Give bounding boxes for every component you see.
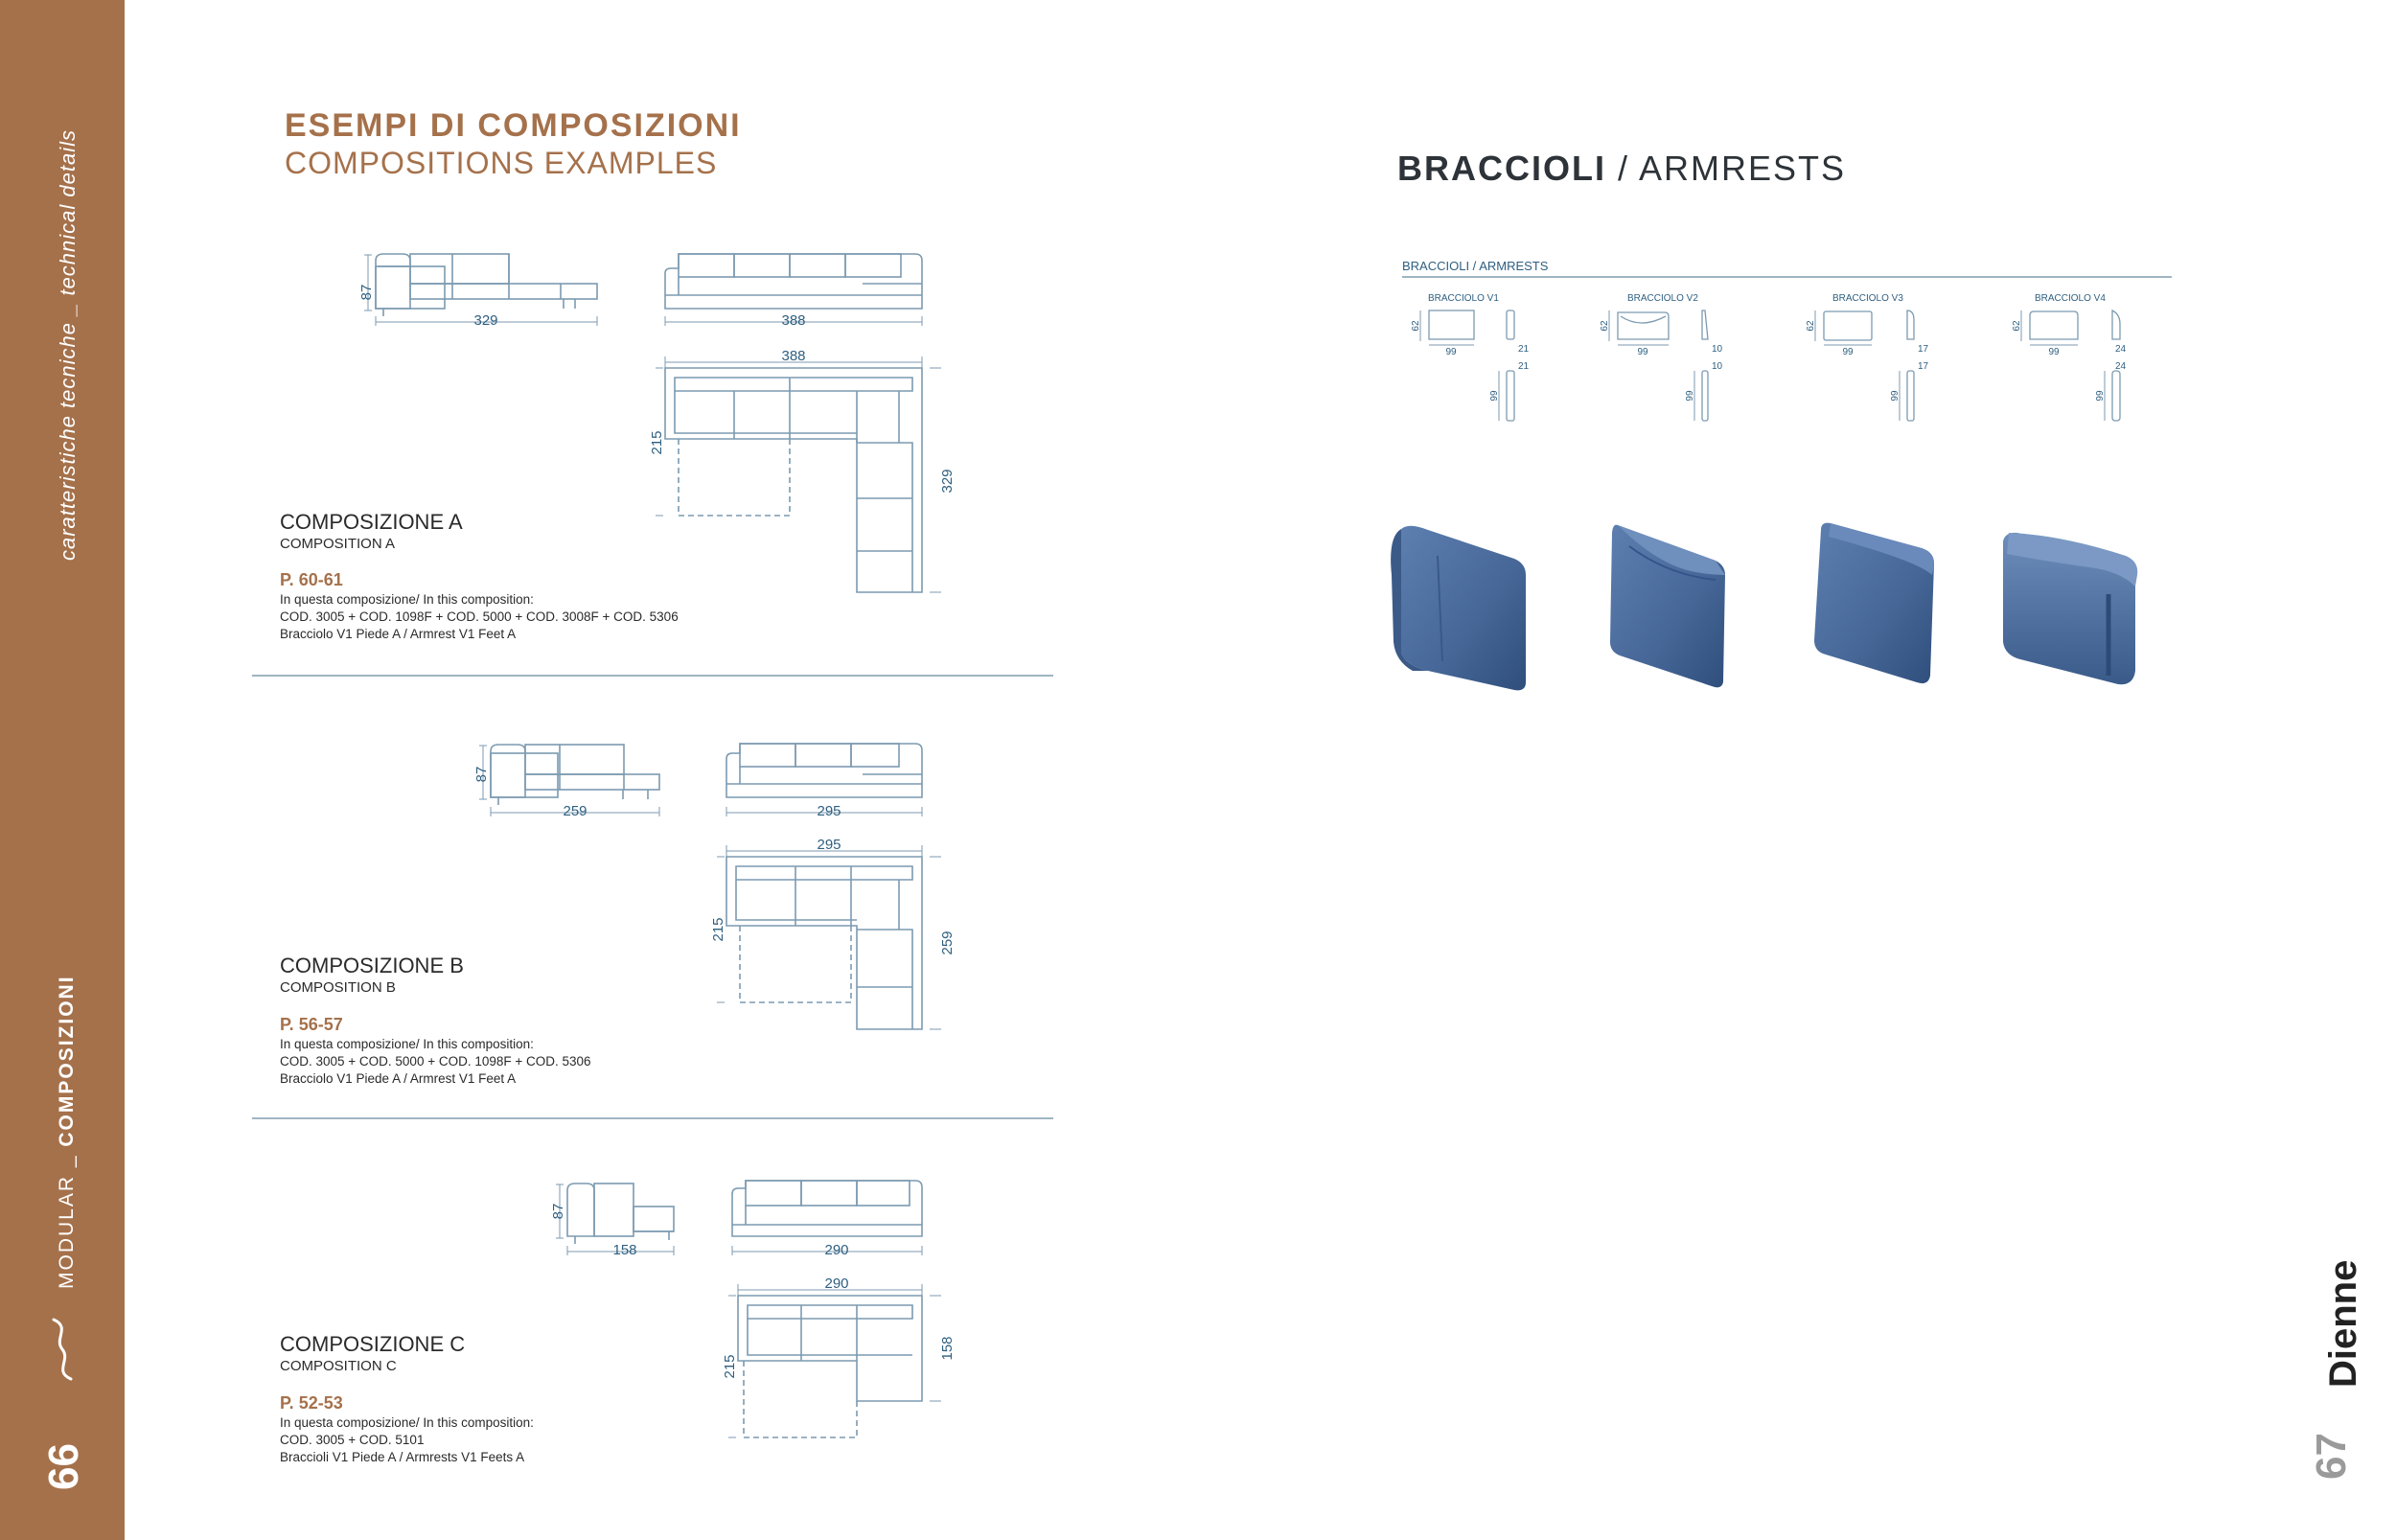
dim-a-height: 87: [358, 284, 375, 301]
composition-b-title: COMPOSIZIONE B: [280, 954, 464, 977]
dim-b-plan-depth: 215: [710, 917, 726, 942]
dim-a-plan-depth: 215: [649, 430, 665, 455]
armrest-v2-height: 62: [1600, 320, 1610, 332]
dim-b-height: 87: [473, 766, 490, 783]
composition-a-intro: In questa composizione/ In this composition:: [280, 592, 534, 607]
armrest-v1-height: 62: [1411, 320, 1421, 332]
composition-c-codes: COD. 3005 + COD. 5101: [280, 1433, 425, 1447]
armrest-v3-name: BRACCIOLO V3: [1832, 293, 1903, 304]
composition-b-subtitle: COMPOSITION B: [280, 979, 396, 996]
composition-a-title: COMPOSIZIONE A: [280, 510, 463, 534]
armrest-v4-thickness: 24: [2115, 344, 2127, 355]
armrest-v4-height: 62: [2012, 320, 2022, 332]
dim-c-side-depth: 158: [612, 1242, 637, 1258]
composition-b-pages: P. 56-57: [280, 1015, 343, 1034]
dim-c-front-width: 290: [824, 1242, 849, 1258]
composition-a-pages: P. 60-61: [280, 570, 343, 589]
armrest-v2-name: BRACCIOLO V2: [1627, 293, 1698, 304]
heading-english: COMPOSITIONS EXAMPLES: [285, 146, 718, 180]
dim-a-plan-side: 329: [939, 469, 956, 494]
armrest-v2-thickness: 10: [1712, 344, 1723, 355]
page-number-right: 67: [2308, 1433, 2355, 1480]
armrest-v4-plan-length: 99: [2095, 390, 2106, 402]
armrest-v1-name: BRACCIOLO V1: [1428, 293, 1499, 304]
armrest-v3-thickness: 17: [1918, 344, 1929, 355]
armrest-v3-height: 62: [1806, 320, 1816, 332]
armrest-v4-thickness-plan: 24: [2115, 361, 2127, 372]
dim-a-plan-width: 388: [781, 348, 806, 364]
armrests-title-bold: BRACCIOLI: [1397, 149, 1606, 188]
composition-c-armrest: Braccioli V1 Piede A / Armrests V1 Feets A: [280, 1450, 525, 1464]
armrests-table-label: BRACCIOLI / ARMRESTS: [1402, 259, 1549, 273]
armrest-v4-length: 99: [2048, 347, 2060, 357]
dim-b-plan-side: 259: [939, 931, 956, 955]
composition-a-codes: COD. 3005 + COD. 1098F + COD. 5000 + COD. 3008F + COD. 5306: [280, 609, 679, 624]
armrests-title-rest: / ARMRESTS: [1606, 149, 1847, 188]
dim-c-height: 87: [550, 1203, 566, 1220]
composition-a-subtitle: COMPOSITION A: [280, 536, 396, 552]
composition-c-pages: P. 52-53: [280, 1393, 343, 1413]
armrest-v3-thickness-plan: 17: [1918, 361, 1929, 372]
dim-a-side-depth: 329: [473, 312, 498, 329]
armrest-v2-length: 99: [1637, 347, 1648, 357]
sidebar-subtitle: caratteristiche tecniche _ technical details: [56, 129, 80, 561]
dim-a-front-width: 388: [781, 312, 806, 329]
dim-b-front-width: 295: [817, 803, 841, 819]
composition-b-codes: COD. 3005 + COD. 5000 + COD. 1098F + COD. 5306: [280, 1054, 591, 1069]
armrest-v2-plan-length: 99: [1685, 390, 1695, 402]
composition-b-intro: In questa composizione/ In this composition:: [280, 1037, 534, 1051]
armrest-v4-name: BRACCIOLO V4: [2035, 293, 2106, 304]
sidebar-section-bold: COMPOSIZIONI: [56, 975, 78, 1147]
armrest-v1-thickness-plan: 21: [1518, 361, 1530, 372]
armrest-v3-length: 99: [1842, 347, 1854, 357]
composition-b-armrest: Bracciolo V1 Piede A / Armrest V1 Feet A: [280, 1071, 517, 1086]
page-number-left: 66: [40, 1443, 87, 1490]
dim-b-plan-width: 295: [817, 837, 841, 853]
dim-c-plan-depth: 215: [722, 1354, 738, 1379]
armrest-v4-photo: [2003, 533, 2137, 684]
brand-logo: Dienne: [2322, 1259, 2364, 1388]
armrest-v3-plan-length: 99: [1890, 390, 1901, 402]
armrest-v3-photo: [1814, 523, 1934, 683]
composition-a-armrest: Bracciolo V1 Piede A / Armrest V1 Feet A: [280, 627, 517, 641]
armrest-v2-thickness-plan: 10: [1712, 361, 1723, 372]
dim-c-plan-width: 290: [824, 1276, 849, 1292]
heading-italian: ESEMPI DI COMPOSIZIONI: [285, 107, 742, 144]
armrest-v1-length: 99: [1445, 347, 1457, 357]
armrest-v1-thickness: 21: [1518, 344, 1530, 355]
composition-c-intro: In questa composizione/ In this composition:: [280, 1415, 534, 1430]
sidebar-section-prefix: MODULAR _: [56, 1146, 78, 1289]
dim-c-plan-side: 158: [939, 1336, 956, 1361]
dim-b-side-depth: 259: [563, 803, 587, 819]
composition-c-subtitle: COMPOSITION C: [280, 1358, 397, 1374]
armrest-v2-photo: [1610, 525, 1725, 688]
armrest-v1-photo: [1391, 526, 1526, 691]
armrest-v1-plan-length: 99: [1489, 390, 1500, 402]
composition-c-title: COMPOSIZIONE C: [280, 1332, 466, 1356]
